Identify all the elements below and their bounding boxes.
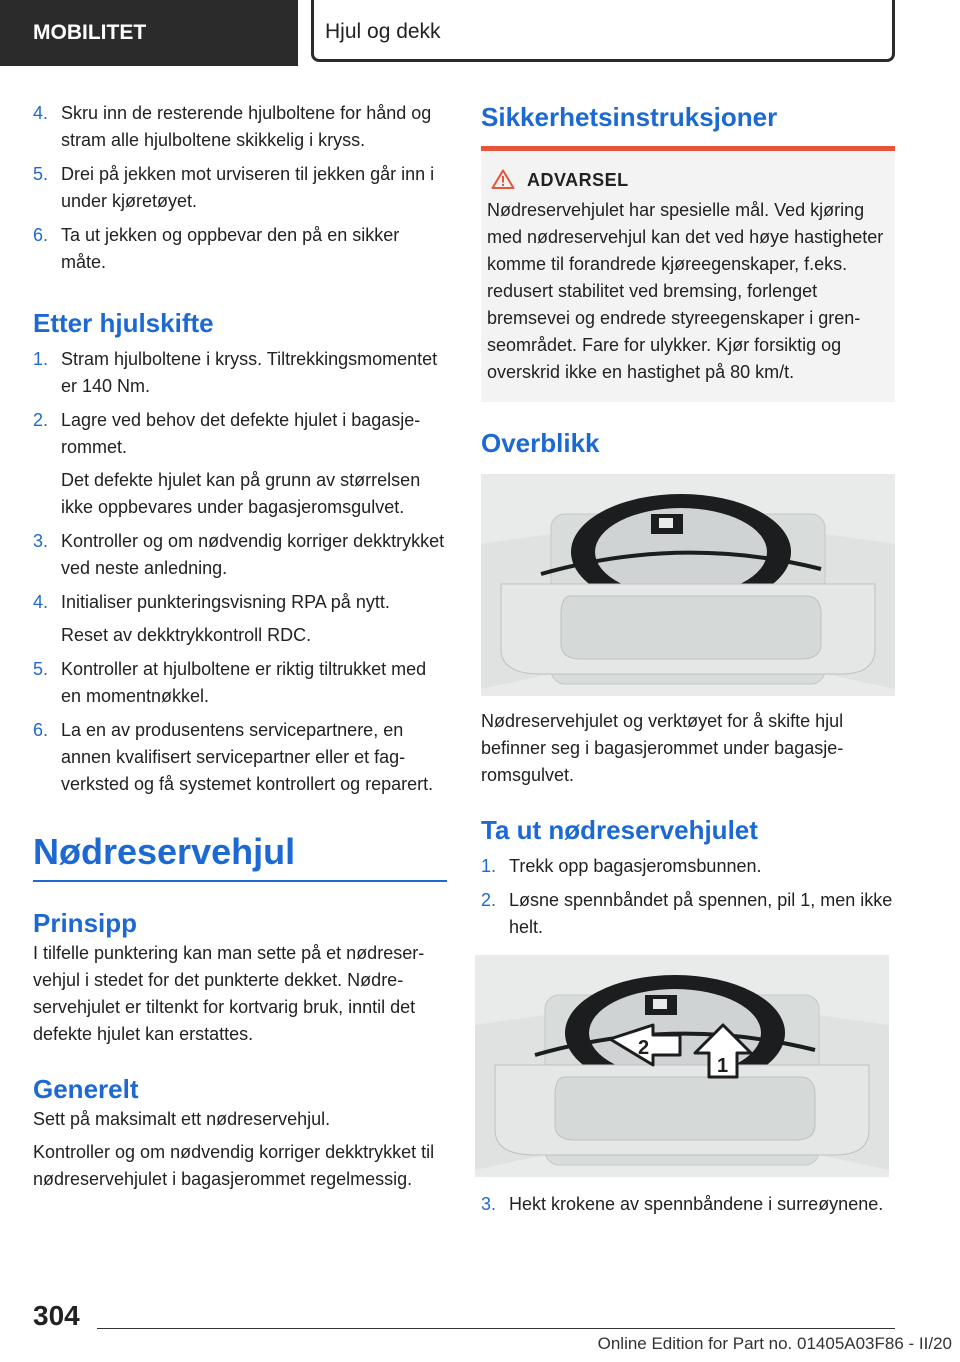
step-number: 3. [33, 531, 49, 551]
overview-heading: Overblikk [481, 428, 600, 458]
list-item [481, 853, 895, 880]
arrow-label: 1 [717, 1055, 729, 1077]
page-header [0, 0, 960, 66]
footer-rule [97, 1328, 895, 1329]
safety-heading: Sikkerhetsinstruksjoner [481, 102, 778, 132]
after-change-steps [33, 346, 447, 798]
step-text: Kontroller at hjulboltene er riktig tiltrukket med en momentnøkkel. [61, 659, 427, 706]
principle-heading: Prinsipp [33, 908, 138, 938]
general-text: Sett på maksimalt ett nødreservehjul. [33, 1109, 331, 1129]
list-item [33, 528, 447, 582]
list-item [33, 717, 447, 798]
trunk-floor-drawing [481, 474, 895, 696]
page-number: 304 [33, 1300, 80, 1331]
spare-wheel-illustration [481, 474, 895, 696]
list-item [33, 100, 447, 154]
overview-caption: Nødreservehjulet og verktøyet for å skifte hjul befinner seg i bagasjerommet under bagasjeromsgulvet. [481, 711, 844, 785]
step-number: 5. [33, 164, 49, 184]
main-heading: Nødreservehjul [33, 831, 296, 872]
warning-triangle-icon [491, 169, 515, 189]
step-text: Trekk opp bagasjeromsbunnen. [509, 856, 762, 876]
step-number: 5. [33, 659, 49, 679]
step-number: 3. [481, 1194, 497, 1214]
principle-text: I tilfelle punktering kan man sette på et nødreservehjul i stedet for det punkterte dekket. Nødreservehjulet er tiltenkt for kortvarig bruk, inntil det defekte hjulet kan erstattes. [33, 943, 425, 1044]
step-text: La en av produsentens servicepartnere, en annen kvalifisert servicepartner eller et fagverksted og få systemet kontrollert og reparert. [61, 720, 434, 794]
list-item [33, 346, 447, 400]
edition-note: Online Edition for Part no. 01405A03F86 - II/20 [597, 1334, 952, 1353]
step-number: 4. [33, 103, 49, 123]
step-text: Initialiser punkteringsvisning RPA på nytt. [61, 592, 390, 612]
step-text: Ta ut jekken og oppbevar den på en sikker måte. [61, 225, 400, 272]
step-number: 6. [33, 720, 49, 740]
general-heading: Generelt [33, 1074, 139, 1104]
step-number: 2. [481, 890, 497, 910]
step-number: 1. [481, 856, 497, 876]
step-text: Kontroller og om nødvendig korriger dekktrykket ved neste anledning. [61, 531, 445, 578]
remove-steps [481, 853, 895, 941]
main-heading-block [33, 830, 447, 882]
chapter-tab: Hjul og dekk [311, 0, 895, 62]
step-text: Lagre ved behov det defekte hjulet i bagasjerommet. [61, 410, 421, 457]
right-column [481, 100, 895, 1225]
step-number: 4. [33, 592, 49, 612]
step-number: 6. [33, 225, 49, 245]
list-item [33, 161, 447, 215]
warning-box [481, 151, 895, 402]
remove-heading: Ta ut nødreservehjulet [481, 815, 758, 845]
after-change-heading: Etter hjulskifte [33, 308, 214, 338]
general-text: Kontroller og om nødvendig korriger dekktrykket til nødreservehjulet i bagasjerommet regelmessig. [33, 1142, 435, 1189]
arrow-label: 2 [638, 1037, 650, 1059]
step-note: Reset av dekktrykkontroll RDC. [61, 625, 312, 645]
warning-title-row [487, 169, 885, 191]
list-item [33, 656, 447, 710]
step-text: Hekt krokene av spennbåndene i surreøynene. [509, 1194, 884, 1214]
step-text: Drei på jekken mot urviseren til jekken går inn i under kjøretøyet. [61, 164, 435, 211]
step-number: 1. [33, 349, 49, 369]
list-item [481, 887, 895, 941]
step-text: Skru inn de resterende hjulboltene for hånd og stram alle hjulboltene skikkelig i kryss. [61, 103, 432, 150]
strap-arrows-drawing [475, 955, 889, 1177]
step-note: Det defekte hjulet kan på grunn av størrelsen ikke oppbevares under bagasjeromsgulvet. [61, 470, 421, 517]
list-item [481, 1191, 895, 1218]
left-column [33, 100, 447, 1193]
list-item [33, 589, 447, 649]
step-text: Stram hjulboltene i kryss. Tiltrekkingsmomentet er 140 Nm. [61, 349, 438, 396]
warning-text: Nødreservehjulet har spesielle mål. Ved kjøring med nødreservehjul kan det ved høye hastigheter komme til forandrede kjøreegenskaper, f.eks. redusert stabilitet ved bremsing, forlenget bremsevei og endrede styreegenskaper i grenseområdet. Fare for ulykker. Kjør forsiktig og overskrid ikke en hastighet på 80 km/t. [487, 200, 884, 382]
steps-continued [33, 100, 447, 276]
strap-release-illustration [475, 955, 889, 1177]
warning-title: ADVARSEL [527, 170, 629, 190]
step-number: 2. [33, 410, 49, 430]
list-item [33, 222, 447, 276]
section-tab: MOBILITET [0, 0, 298, 66]
list-item [33, 407, 447, 521]
remove-steps-continued [481, 1191, 895, 1218]
step-text: Løsne spennbåndet på spennen, pil 1, men ikke helt. [509, 890, 893, 937]
